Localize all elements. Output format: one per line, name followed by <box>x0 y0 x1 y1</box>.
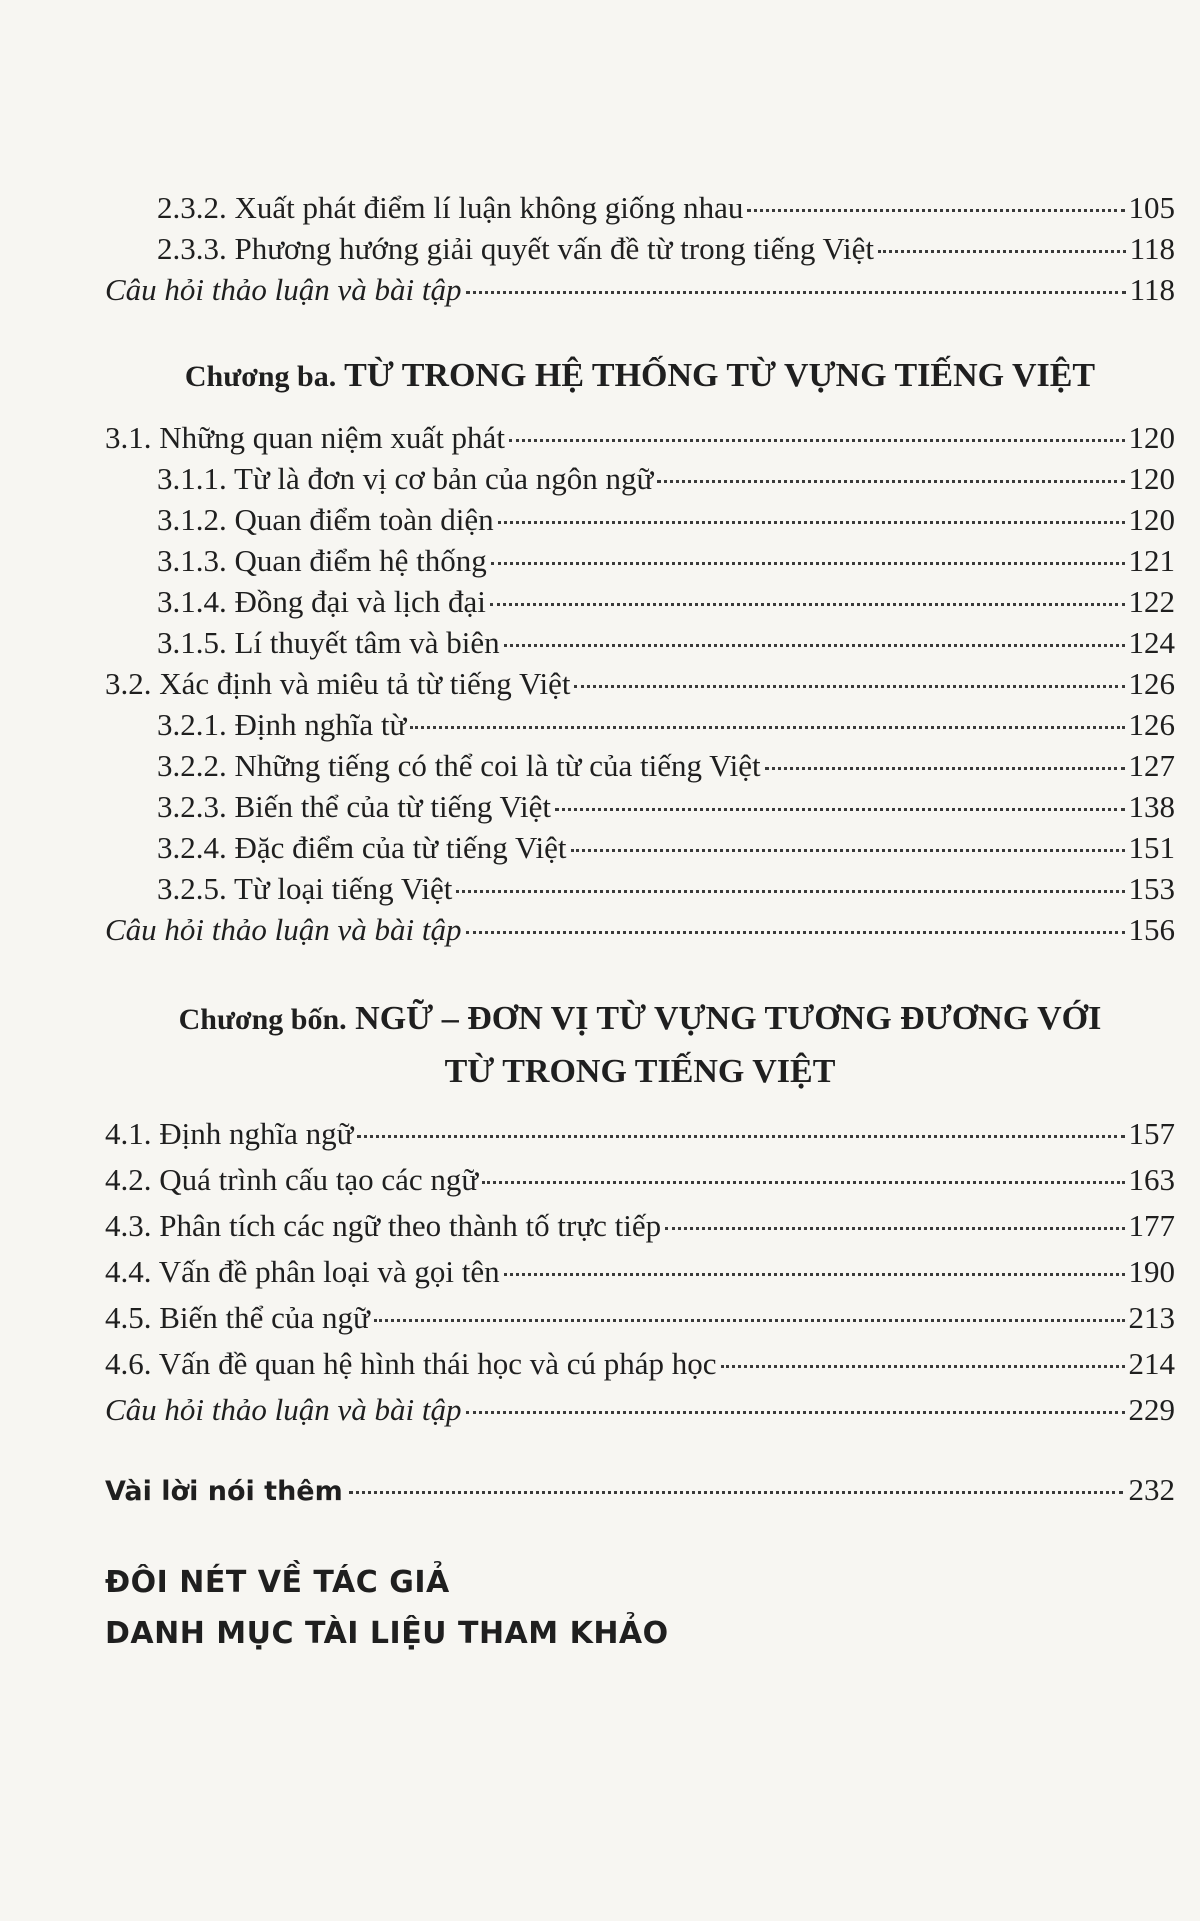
toc-entry <box>105 420 1175 460</box>
toc-entry <box>105 1392 1175 1432</box>
toc-entry-label: Câu hỏi thảo luận và bài tập <box>105 272 462 307</box>
toc-entry-label: 3.2.5. Từ loại tiếng Việt <box>157 871 453 906</box>
toc-entry <box>105 789 1175 829</box>
back-matter-title: DANH MỤC TÀI LIỆU THAM KHẢO <box>105 1616 669 1651</box>
toc-entry <box>105 666 1175 706</box>
toc-entry-label: 3.1. Những quan niệm xuất phát <box>105 420 505 455</box>
dot-leader <box>410 725 1124 729</box>
toc-entry <box>105 1300 1175 1340</box>
dot-leader <box>665 1226 1124 1230</box>
dot-leader <box>498 520 1125 524</box>
toc-page-number: 177 <box>1128 1208 1175 1243</box>
toc-page-number: 127 <box>1128 748 1175 783</box>
toc-page-number: 214 <box>1128 1346 1175 1381</box>
toc-page-number: 120 <box>1128 502 1175 537</box>
toc-entry-label: 3.1.5. Lí thuyết tâm và biên <box>157 625 500 660</box>
toc-page-number: 163 <box>1128 1162 1175 1197</box>
toc-entry-label: Câu hỏi thảo luận và bài tập <box>105 1392 462 1427</box>
toc-entry-label: Câu hỏi thảo luận và bài tập <box>105 912 462 947</box>
toc-page-number: 190 <box>1128 1254 1175 1289</box>
toc-entry-label: 3.2.2. Những tiếng có thể coi là từ của tiếng Việt <box>157 748 761 783</box>
toc-entry <box>105 912 1175 952</box>
toc-entry-label: 3.2.3. Biến thể của từ tiếng Việt <box>157 789 552 824</box>
dot-leader <box>466 1410 1125 1414</box>
dot-leader <box>657 479 1124 483</box>
toc-entry <box>105 272 1175 312</box>
toc-page-number: 229 <box>1128 1392 1175 1427</box>
toc-entry <box>105 1346 1175 1386</box>
toc-entry-label: 4.6. Vấn đề quan hệ hình thái học và cú pháp học <box>105 1346 717 1381</box>
toc-entry-label: 3.2. Xác định và miêu tả từ tiếng Việt <box>105 666 571 701</box>
dot-leader <box>765 766 1125 770</box>
toc-page-number: 232 <box>1128 1472 1175 1507</box>
dot-leader <box>721 1364 1125 1368</box>
toc-entry-label: 3.1.4. Đồng đại và lịch đại <box>157 584 486 619</box>
dot-leader <box>466 290 1126 294</box>
toc-page-number: 120 <box>1128 461 1175 496</box>
chapter-title-line2: TỪ TRONG TIẾNG VIỆT <box>444 1053 836 1090</box>
chapter-title: NGỮ – ĐƠN VỊ TỪ VỰNG TƯƠNG ĐƯƠNG VỚI <box>355 1000 1102 1037</box>
toc-page-number: 157 <box>1128 1116 1175 1151</box>
toc-entry-label: 4.3. Phân tích các ngữ theo thành tố trực tiếp <box>105 1208 662 1243</box>
dot-leader <box>574 684 1124 688</box>
toc-entry-label: 3.2.1. Định nghĩa từ <box>157 707 407 742</box>
toc-entry-label: Vài lời nói thêm <box>105 1476 343 1507</box>
dot-leader <box>571 848 1125 852</box>
toc-entry-label: 4.2. Quá trình cấu tạo các ngữ <box>105 1162 479 1197</box>
toc-entry <box>105 231 1175 271</box>
chapter-heading <box>105 357 1175 395</box>
dot-leader <box>357 1134 1124 1138</box>
dot-leader <box>374 1318 1125 1322</box>
toc-entry <box>105 707 1175 747</box>
toc-entry-label: 3.1.2. Quan điểm toàn diện <box>157 502 494 537</box>
toc-page-number: 118 <box>1129 272 1175 307</box>
toc-entry-label: 3.1.1. Từ là đơn vị cơ bản của ngôn ngữ <box>157 461 654 496</box>
chapter-title: TỪ TRONG HỆ THỐNG TỪ VỰNG TIẾNG VIỆT <box>344 357 1096 394</box>
toc-page-number: 120 <box>1128 420 1175 455</box>
toc-entry <box>105 584 1175 624</box>
dot-leader <box>747 208 1124 212</box>
toc-entry-label: 2.3.3. Phương hướng giải quyết vấn đề từ trong tiếng Việt <box>157 231 875 266</box>
toc-page-number: 105 <box>1128 190 1175 225</box>
chapter-heading <box>105 1000 1175 1038</box>
dot-leader <box>878 249 1126 253</box>
toc-entry <box>105 1116 1175 1156</box>
toc-page-number: 126 <box>1128 666 1175 701</box>
toc-page-number: 213 <box>1128 1300 1175 1335</box>
dot-leader <box>504 643 1125 647</box>
dot-leader <box>349 1490 1123 1494</box>
dot-leader <box>490 602 1125 606</box>
dot-leader <box>491 561 1125 565</box>
dot-leader <box>555 807 1124 811</box>
toc-entry <box>105 502 1175 542</box>
toc-entry <box>105 625 1175 665</box>
toc-page-number: 121 <box>1128 543 1175 578</box>
toc-page-number: 122 <box>1128 584 1175 619</box>
dot-leader <box>456 889 1124 893</box>
toc-entry <box>105 1162 1175 1202</box>
toc-entry <box>105 748 1175 788</box>
toc-entry-label: 4.5. Biến thể của ngữ <box>105 1300 370 1335</box>
dot-leader <box>482 1180 1124 1184</box>
dot-leader <box>504 1272 1125 1276</box>
toc-entry <box>105 1208 1175 1248</box>
toc-page-number: 138 <box>1128 789 1175 824</box>
toc-page-number: 126 <box>1128 707 1175 742</box>
chapter-prefix: Chương bốn. <box>178 1003 347 1036</box>
toc-entry-label: 2.3.2. Xuất phát điểm lí luận không giống nhau <box>157 190 744 225</box>
toc-page-number: 153 <box>1128 871 1175 906</box>
toc-entry-closing <box>105 1472 1175 1508</box>
toc-entry <box>105 543 1175 583</box>
dot-leader <box>509 438 1125 442</box>
toc-entry <box>105 190 1175 230</box>
toc-entry-label: 3.1.3. Quan điểm hệ thống <box>157 543 487 578</box>
toc-entry-label: 4.1. Định nghĩa ngữ <box>105 1116 354 1151</box>
toc-entry <box>105 871 1175 911</box>
back-matter-title: ĐÔI NÉT VỀ TÁC GIẢ <box>105 1565 450 1600</box>
toc-page-number: 124 <box>1128 625 1175 660</box>
toc-entry <box>105 830 1175 870</box>
dot-leader <box>466 930 1125 934</box>
toc-page-number: 151 <box>1128 830 1175 865</box>
chapter-prefix: Chương ba. <box>184 360 337 393</box>
toc-entry <box>105 1254 1175 1294</box>
toc-entry <box>105 461 1175 501</box>
toc-entry-label: 4.4. Vấn đề phân loại và gọi tên <box>105 1254 500 1289</box>
toc-page-number: 156 <box>1128 912 1175 947</box>
toc-entry-label: 3.2.4. Đặc điểm của từ tiếng Việt <box>157 830 567 865</box>
toc-page-number: 118 <box>1129 231 1175 266</box>
